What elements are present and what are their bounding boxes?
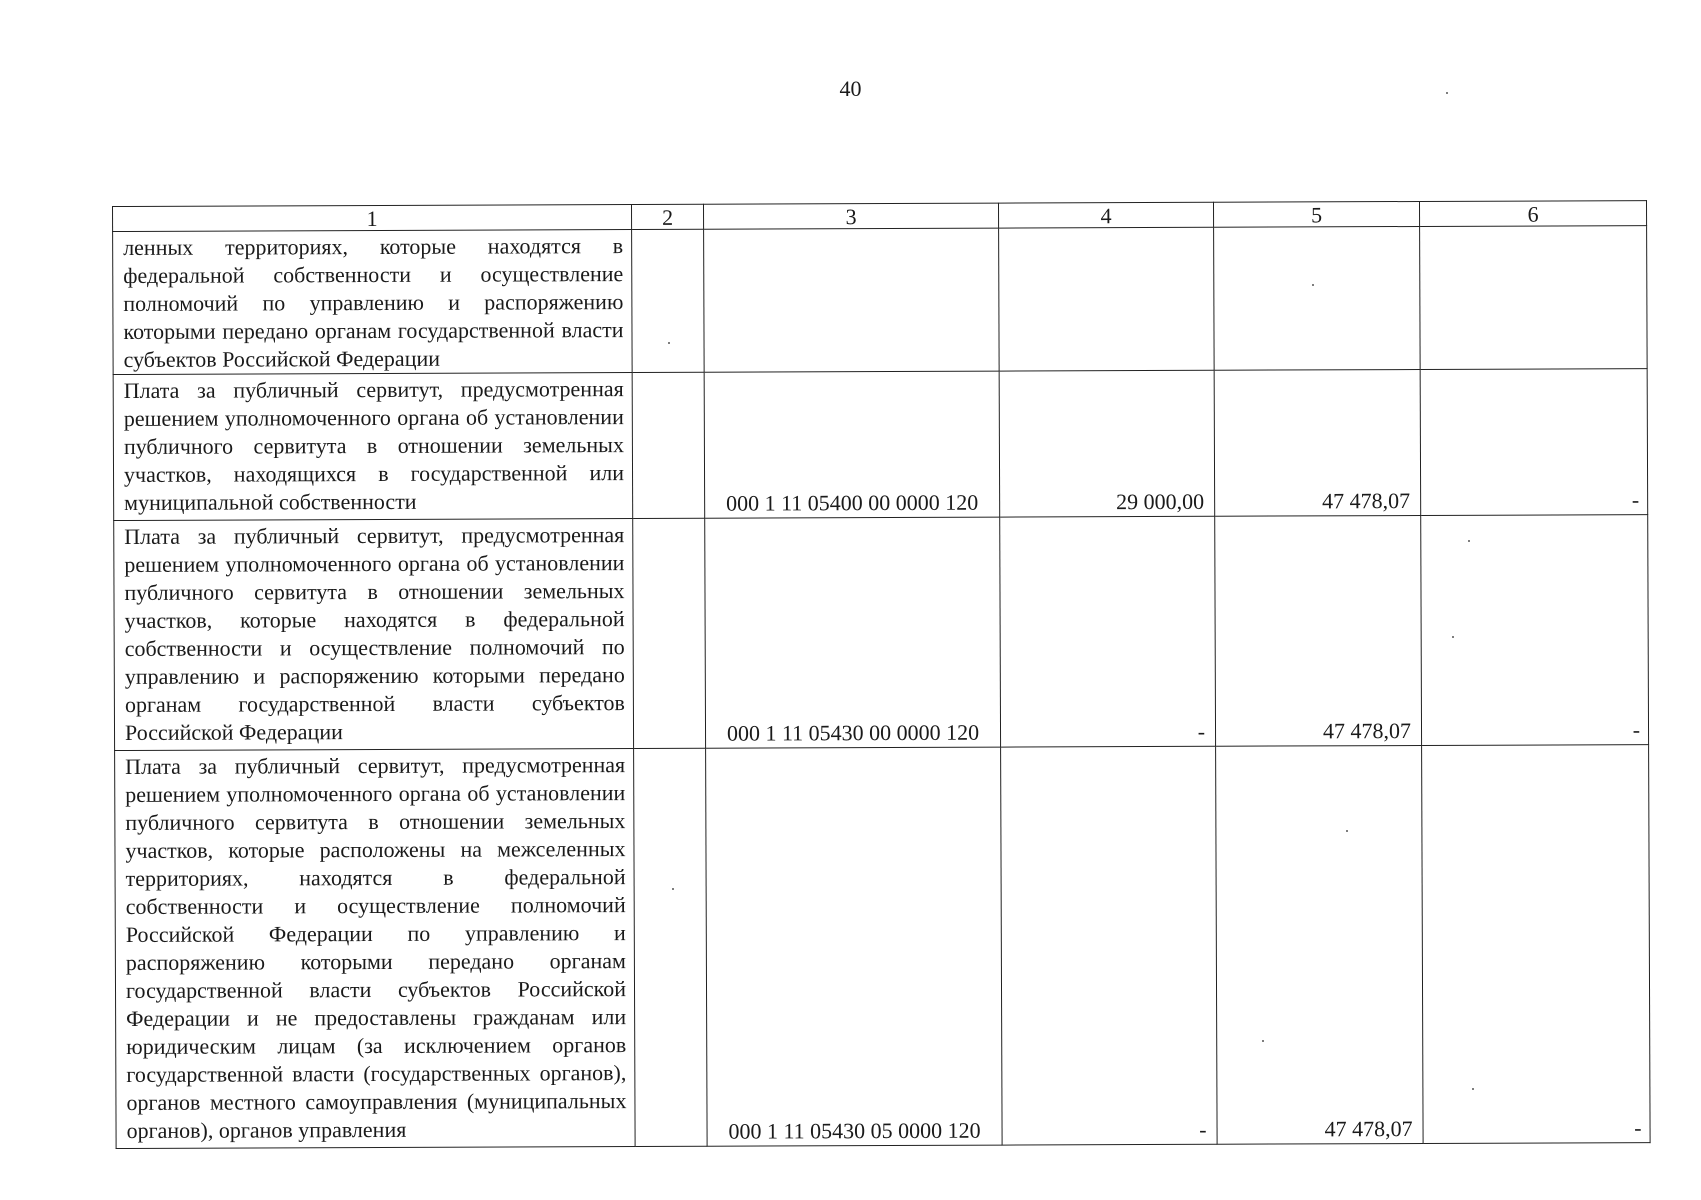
row-col6: - — [1420, 369, 1648, 516]
table-row — [114, 515, 1649, 751]
scan-speck — [1346, 830, 1348, 832]
row-col2 — [632, 372, 705, 518]
table-row — [115, 745, 1651, 1149]
row-col5 — [1214, 226, 1421, 370]
row-col4: - — [1000, 516, 1216, 747]
scan-speck — [668, 342, 670, 344]
column-header: 1 — [113, 205, 632, 232]
row-col4 — [999, 227, 1215, 371]
row-code: 000 1 11 05400 00 0000 120 — [704, 371, 1000, 518]
row-code: 000 1 11 05430 05 0000 120 — [706, 747, 1003, 1146]
scan-speck — [1452, 636, 1454, 638]
row-description: ленных территориях, которые находятся в федеральной собственности и осуществление полномочий по управлению и распоряжению которыми передано органам государственной власти субъектов Российской Федерации — [113, 230, 633, 375]
column-header: 2 — [631, 204, 703, 229]
row-code: 000 1 11 05430 00 0000 120 — [705, 517, 1001, 748]
row-col6 — [1420, 226, 1648, 370]
row-col5: 47 478,07 — [1215, 515, 1422, 746]
row-description: Плата за публичный сервитут, предусмотренная решением уполномоченного органа об установлении публичного сервитута в отношении земельных участков, которые находятся в федеральной собственности и осуществление полномочий по управлению и распоряжению которыми передано органам государственной власти субъектов Российской Федерации — [114, 519, 634, 751]
scan-speck — [1312, 284, 1314, 286]
column-header: 3 — [703, 203, 998, 229]
row-col2 — [632, 229, 705, 372]
column-header: 5 — [1213, 201, 1419, 227]
row-col5: 47 478,07 — [1216, 745, 1424, 1144]
row-code — [704, 228, 1000, 372]
row-description: Плата за публичный сервитут, предусмотренная решением уполномоченного органа об установлении публичного сервитута в отношении земельных участков, находящихся в государственной или муниципальной собственности — [113, 373, 633, 521]
page-number: 40 — [839, 76, 862, 101]
column-header: 6 — [1419, 201, 1646, 227]
scan-speck — [1446, 92, 1448, 94]
scan-speck — [1468, 540, 1470, 542]
column-header: 4 — [998, 202, 1213, 228]
scan-speck — [1262, 1040, 1264, 1042]
scan-speck — [672, 888, 674, 890]
row-col4: 29 000,00 — [999, 370, 1215, 517]
row-col2 — [634, 748, 708, 1146]
row-col6: - — [1422, 745, 1651, 1144]
row-col5: 47 478,07 — [1214, 369, 1421, 516]
revenue-table — [112, 200, 1651, 1149]
table-row — [113, 226, 1648, 375]
row-col4: - — [1001, 746, 1218, 1145]
scan-speck — [1472, 1088, 1474, 1090]
row-description: Плата за публичный сервитут, предусмотренная решением уполномоченного органа об установлении публичного сервитута в отношении земельных участков, которые расположены на межселенных территориях, находятся в федеральной собственности и осуществление полномочий Российской Федерации по управлению и распоряжению которыми передано органам государственной власти субъектов Российской Федерации и не предоставлены гражданам или юридическим лицам (за исключением органов государственной власти (государственных органов), органов местного самоуправления (муниципальных органов), органов управления — [115, 749, 636, 1149]
row-col6: - — [1421, 515, 1649, 746]
row-col2 — [633, 518, 706, 748]
table-row — [113, 369, 1648, 521]
